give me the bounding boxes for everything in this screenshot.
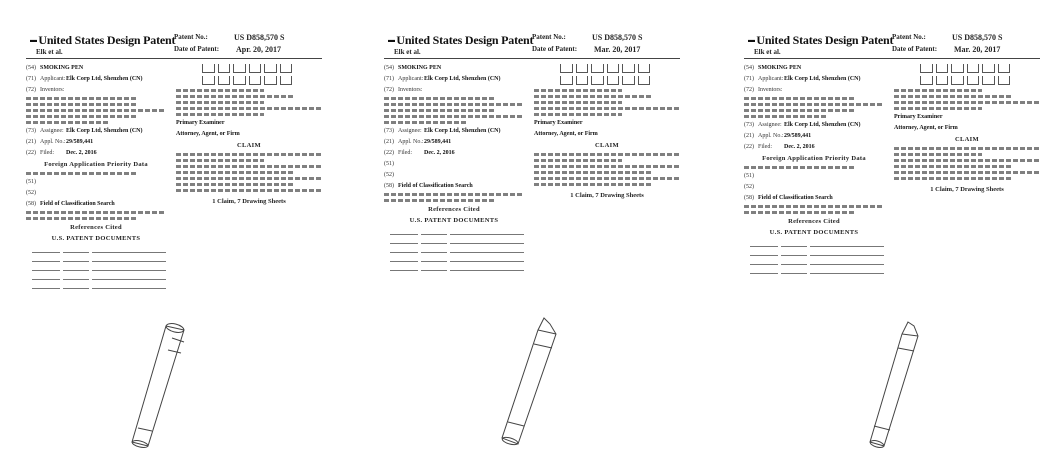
text-line bbox=[384, 97, 496, 100]
references-table bbox=[750, 240, 884, 274]
claim-heading: CLAIM bbox=[955, 136, 979, 143]
text-line bbox=[384, 199, 496, 202]
priority-heading: Foreign Application Priority Data bbox=[762, 155, 866, 162]
attorney-label: Attorney, Agent, or Firm bbox=[176, 131, 240, 137]
claims-count: 1 Claim, 7 Drawing Sheets bbox=[930, 186, 1004, 193]
field-label: Assignee: bbox=[40, 128, 64, 134]
field-code: (71) bbox=[744, 76, 754, 82]
text-line bbox=[894, 101, 1040, 104]
text-line bbox=[744, 211, 856, 214]
field-code: (51) bbox=[744, 173, 754, 179]
field-code: (71) bbox=[384, 76, 394, 82]
patent-docs-heading: U.S. PATENT DOCUMENTS bbox=[51, 235, 141, 242]
field-code: (72) bbox=[384, 87, 394, 93]
claims-count: 1 Claim, 7 Drawing Sheets bbox=[212, 198, 286, 205]
patent-number: US D858,570 S bbox=[234, 33, 285, 42]
text-line bbox=[894, 159, 1040, 162]
field-label: Appl. No.: bbox=[758, 133, 784, 139]
field-code: (21) bbox=[384, 139, 394, 145]
field-code: (52) bbox=[26, 190, 36, 196]
patent-header bbox=[744, 28, 1040, 59]
references-heading: References Cited bbox=[428, 206, 480, 213]
text-line bbox=[894, 165, 1011, 168]
patent-date: Apr. 20, 2017 bbox=[236, 45, 282, 54]
field-value: Elk Corp Ltd, Shenzhen (CN) bbox=[66, 128, 143, 134]
patent-number-label: Patent No.: bbox=[532, 33, 566, 41]
patent-number-label: Patent No.: bbox=[174, 33, 208, 41]
left-column bbox=[744, 64, 884, 278]
text-line bbox=[894, 153, 982, 156]
glyph-block bbox=[202, 64, 292, 85]
text-line bbox=[384, 103, 524, 106]
field-value: Elk Corp Ltd, Shenzhen (CN) bbox=[784, 122, 861, 128]
left-column bbox=[384, 64, 524, 275]
field-label: Assignee: bbox=[398, 128, 422, 134]
field-code: (73) bbox=[744, 122, 754, 128]
right-column bbox=[894, 64, 1040, 193]
field-value: 29/589,441 bbox=[784, 133, 812, 139]
field-value: Field of Classification Search bbox=[40, 201, 115, 207]
text-line bbox=[176, 165, 322, 168]
field-label: Appl. No.: bbox=[40, 139, 66, 145]
field-code: (72) bbox=[744, 87, 754, 93]
text-line bbox=[744, 97, 856, 100]
text-line bbox=[26, 172, 138, 175]
text-line bbox=[26, 217, 138, 220]
text-line bbox=[176, 89, 264, 92]
examiner-label: Primary Examiner bbox=[534, 120, 583, 126]
field-label: Assignee: bbox=[758, 122, 782, 128]
field-value: Elk Corp Ltd, Shenzhen (CN) bbox=[424, 128, 501, 134]
field-code: (52) bbox=[384, 172, 394, 178]
field-code: (72) bbox=[26, 87, 36, 93]
field-label: Appl. No.: bbox=[398, 139, 424, 145]
text-line bbox=[534, 89, 622, 92]
text-line bbox=[176, 159, 264, 162]
field-value: Dec. 2, 2016 bbox=[784, 144, 815, 150]
field-label: Filed: bbox=[40, 150, 55, 156]
text-line bbox=[176, 95, 293, 98]
field-code: (22) bbox=[26, 150, 36, 156]
text-line bbox=[26, 121, 110, 124]
text-line bbox=[534, 159, 622, 162]
patent-sheet-1 bbox=[26, 28, 322, 458]
text-line bbox=[534, 101, 622, 104]
pen-drawing bbox=[126, 318, 216, 453]
field-value: Field of Classification Search bbox=[758, 195, 833, 201]
examiner-label: Primary Examiner bbox=[894, 114, 943, 120]
field-label: Applicant: bbox=[398, 76, 424, 82]
left-column bbox=[26, 64, 166, 293]
field-label: Inventors: bbox=[398, 87, 423, 93]
patent-title: ▬ United States Design Patent bbox=[748, 33, 893, 48]
text-line bbox=[384, 121, 468, 124]
text-line bbox=[176, 153, 322, 156]
field-value: 29/589,441 bbox=[66, 139, 94, 145]
patent-header bbox=[26, 28, 322, 59]
right-column bbox=[534, 64, 680, 199]
field-value: Dec. 2, 2016 bbox=[66, 150, 97, 156]
field-title: SMOKING PEN bbox=[40, 65, 84, 71]
field-value: Dec. 2, 2016 bbox=[424, 150, 455, 156]
text-line bbox=[176, 177, 322, 180]
field-code: (54) bbox=[26, 65, 36, 71]
field-code: (52) bbox=[744, 184, 754, 190]
text-line bbox=[744, 205, 884, 208]
text-line bbox=[176, 171, 293, 174]
text-line bbox=[534, 183, 651, 186]
field-label: Inventors: bbox=[758, 87, 783, 93]
text-line bbox=[534, 113, 622, 116]
references-heading: References Cited bbox=[70, 224, 122, 231]
text-line bbox=[384, 109, 496, 112]
text-line bbox=[534, 171, 651, 174]
patent-author: Elk et al. bbox=[36, 48, 63, 56]
text-line bbox=[744, 103, 884, 106]
glyph-block bbox=[560, 64, 650, 85]
patent-date-label: Date of Patent: bbox=[892, 45, 938, 53]
patent-sheet-3 bbox=[744, 28, 1040, 458]
text-line bbox=[176, 107, 322, 110]
field-title: SMOKING PEN bbox=[398, 65, 442, 71]
field-value: Field of Classification Search bbox=[398, 183, 473, 189]
attorney-label: Attorney, Agent, or Firm bbox=[894, 125, 958, 131]
text-line bbox=[534, 165, 680, 168]
field-code: (58) bbox=[384, 183, 394, 189]
patent-docs-heading: U.S. PATENT DOCUMENTS bbox=[769, 229, 859, 236]
field-label: Applicant: bbox=[40, 76, 66, 82]
text-line bbox=[26, 103, 138, 106]
pen-drawing bbox=[494, 314, 584, 449]
text-line bbox=[534, 153, 680, 156]
patent-header bbox=[384, 28, 680, 59]
text-line bbox=[894, 177, 1011, 180]
text-line bbox=[176, 183, 293, 186]
field-value: Elk Corp Ltd, Shenzhen (CN) bbox=[66, 76, 143, 82]
patent-author: Elk et al. bbox=[394, 48, 421, 56]
patent-date-label: Date of Patent: bbox=[174, 45, 220, 53]
patent-date-label: Date of Patent: bbox=[532, 45, 578, 53]
field-code: (51) bbox=[384, 161, 394, 167]
field-value: 29/589,441 bbox=[424, 139, 452, 145]
patent-number: US D858,570 S bbox=[952, 33, 1003, 42]
field-title: SMOKING PEN bbox=[758, 65, 802, 71]
field-value: Elk Corp Ltd, Shenzhen (CN) bbox=[424, 76, 501, 82]
text-line bbox=[26, 115, 138, 118]
field-code: (58) bbox=[744, 195, 754, 201]
field-label: Inventors: bbox=[40, 87, 65, 93]
patent-number-label: Patent No.: bbox=[892, 33, 926, 41]
references-table bbox=[390, 228, 524, 271]
text-line bbox=[384, 115, 524, 118]
claim-heading: CLAIM bbox=[237, 142, 261, 149]
field-code: (73) bbox=[384, 128, 394, 134]
text-line bbox=[534, 107, 680, 110]
field-label: Applicant: bbox=[758, 76, 784, 82]
text-line bbox=[894, 107, 982, 110]
references-heading: References Cited bbox=[788, 218, 840, 225]
patent-title: ▬ United States Design Patent bbox=[388, 33, 533, 48]
field-code: (54) bbox=[744, 65, 754, 71]
text-line bbox=[744, 166, 856, 169]
field-label: Filed: bbox=[758, 144, 773, 150]
text-line bbox=[534, 95, 651, 98]
patent-author: Elk et al. bbox=[754, 48, 781, 56]
field-code: (54) bbox=[384, 65, 394, 71]
field-code: (58) bbox=[26, 201, 36, 207]
text-line bbox=[744, 109, 856, 112]
text-line bbox=[894, 95, 1011, 98]
text-line bbox=[176, 113, 264, 116]
field-code: (22) bbox=[744, 144, 754, 150]
text-line bbox=[894, 89, 982, 92]
field-label: Filed: bbox=[398, 150, 413, 156]
field-code: (21) bbox=[744, 133, 754, 139]
claims-count: 1 Claim, 7 Drawing Sheets bbox=[570, 192, 644, 199]
text-line bbox=[26, 211, 166, 214]
text-line bbox=[176, 101, 264, 104]
text-line bbox=[176, 189, 322, 192]
field-value: Elk Corp Ltd, Shenzhen (CN) bbox=[784, 76, 861, 82]
field-code: (22) bbox=[384, 150, 394, 156]
priority-heading: Foreign Application Priority Data bbox=[44, 161, 148, 168]
pen-drawing bbox=[862, 318, 952, 453]
attorney-label: Attorney, Agent, or Firm bbox=[534, 131, 598, 137]
text-line bbox=[26, 109, 166, 112]
right-column bbox=[176, 64, 322, 205]
field-code: (51) bbox=[26, 179, 36, 185]
field-code: (21) bbox=[26, 139, 36, 145]
text-line bbox=[534, 177, 680, 180]
patent-sheet-2 bbox=[384, 28, 680, 458]
references-table bbox=[32, 246, 166, 289]
field-code: (73) bbox=[26, 128, 36, 134]
text-line bbox=[26, 97, 138, 100]
patent-number: US D858,570 S bbox=[592, 33, 643, 42]
patent-docs-heading: U.S. PATENT DOCUMENTS bbox=[409, 217, 499, 224]
text-line bbox=[894, 147, 1040, 150]
patent-date: Mar. 20, 2017 bbox=[594, 45, 641, 54]
patent-title: ▬ United States Design Patent bbox=[30, 33, 175, 48]
patent-date: Mar. 20, 2017 bbox=[954, 45, 1001, 54]
field-code: (71) bbox=[26, 76, 36, 82]
glyph-block bbox=[920, 64, 1010, 85]
text-line bbox=[894, 171, 1040, 174]
text-line bbox=[384, 193, 524, 196]
examiner-label: Primary Examiner bbox=[176, 120, 225, 126]
text-line bbox=[744, 115, 828, 118]
claim-heading: CLAIM bbox=[595, 142, 619, 149]
